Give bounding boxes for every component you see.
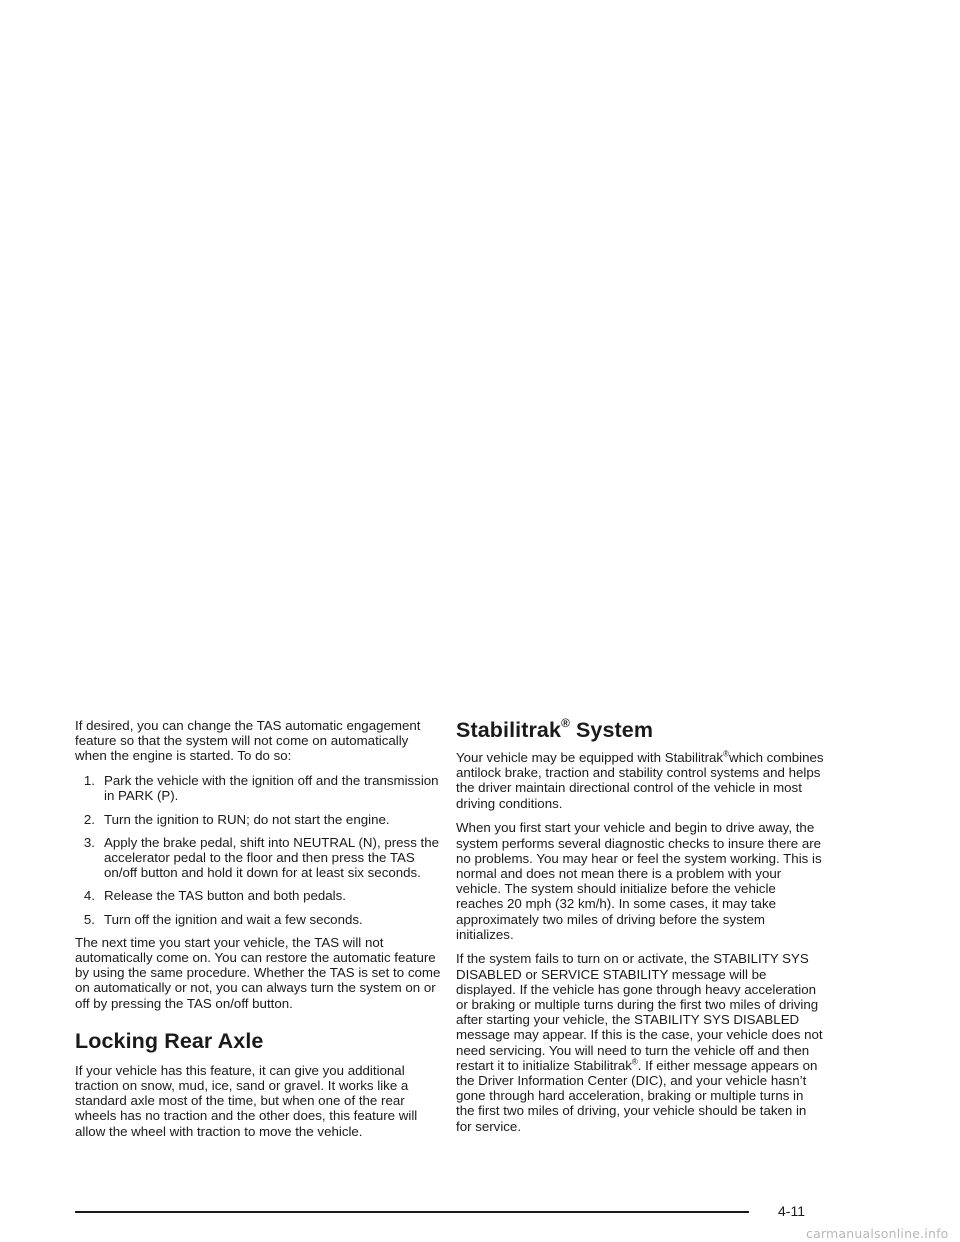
page-number: 4-11 xyxy=(778,1203,805,1219)
step-number: 5. xyxy=(83,911,95,927)
list-item xyxy=(75,773,441,803)
watermark: carmanualsonline.info xyxy=(806,1226,949,1241)
axle-paragraph: If your vehicle has this feature, it can give you additional traction on snow, mud, ice, sand or gravel. It works like a standard axle most of the time, but when one of the rear wheels has no traction and the other does, this feature will allow the wheel with traction to move the vehicle. xyxy=(75,1062,418,1139)
step-number: 4. xyxy=(83,888,95,904)
footer-rule xyxy=(75,1211,749,1213)
stabilitrak-paragraph-2: When you first start your vehicle and begin to drive away, the system performs several diagnostic checks to insure there are no problems. You may hear or feel the system working. This is normal and does not mean there is a problem with your vehicle. The system should initialize before the vehicle reaches 20 mph (32 km/h). In some cases, it may take approximately two miles of driving before the system initializes. xyxy=(456,820,822,942)
p1-text-a: Your vehicle may be equipped with Stabilitrak xyxy=(456,750,724,765)
heading-text-b: System xyxy=(569,718,654,742)
p3-text-b: . If either message appears on the Driver Information Center (DIC), and your vehicle hasn’t gone through hard acceleration, braking or multiple turns in the first two miles of driving, your vehicle should be taken in for service. xyxy=(456,1057,818,1134)
registered-mark: ® xyxy=(631,1057,638,1067)
list-item xyxy=(75,812,441,827)
intro-paragraph: If desired, you can change the TAS automatic engagement feature so that the system will not come on automatically when the engine is started. To do so: xyxy=(75,718,421,764)
right-column xyxy=(456,715,824,1143)
after-steps-paragraph: The next time you start your vehicle, the TAS will not automatically come on. You can restore the automatic feature by using the same procedure. Whether the TAS is set to come on automatically or not, you can always turn the system on or off by pressing the TAS on/off button. xyxy=(75,934,441,1011)
step-text: Apply the brake pedal, shift into NEUTRAL (N), press the accelerator pedal to the floor and then press the TAS on/off button and hold it down for at least six seconds. xyxy=(104,834,440,881)
registered-mark: ® xyxy=(561,715,570,730)
list-item xyxy=(75,912,441,927)
step-number: 3. xyxy=(83,834,95,850)
step-text: Turn the ignition to RUN; do not start the engine. xyxy=(104,811,390,827)
steps-list xyxy=(75,773,441,927)
list-item xyxy=(75,835,441,881)
registered-mark: ® xyxy=(723,749,729,759)
p1-text-b: which combines antilock brake, traction and stability control systems and helps the driver maintain directional control of the vehicle in most driving conditions. xyxy=(456,750,824,811)
list-item xyxy=(75,888,441,903)
stabilitrak-heading xyxy=(456,715,824,742)
stabilitrak-paragraph-3 xyxy=(456,951,824,1133)
step-text: Turn off the ignition and wait a few seconds. xyxy=(104,911,363,927)
stabilitrak-paragraph-1 xyxy=(456,750,824,811)
heading-text-a: Stabilitrak xyxy=(456,718,562,742)
step-number: 2. xyxy=(83,811,95,827)
step-text: Release the TAS button and both pedals. xyxy=(104,888,346,904)
locking-rear-axle-heading: Locking Rear Axle xyxy=(75,1028,264,1053)
step-number: 1. xyxy=(83,773,95,789)
step-text: Park the vehicle with the ignition off and the transmission in PARK (P). xyxy=(104,773,439,804)
p3-text-a: If the system fails to turn on or activate, the STABILITY SYS DISABLED or SERVICE STABILITY message will be displayed. If the vehicle has gone through heavy acceleration or braking or multiple turns during the first two miles of driving after starting your vehicle, the STABILITY SYS DISABLED message may appear. If this is the case, your vehicle does not need servicing. You will need to turn the vehicle off and then restart it to initialize Stabilitrak xyxy=(456,951,823,1073)
left-column xyxy=(75,718,441,1148)
